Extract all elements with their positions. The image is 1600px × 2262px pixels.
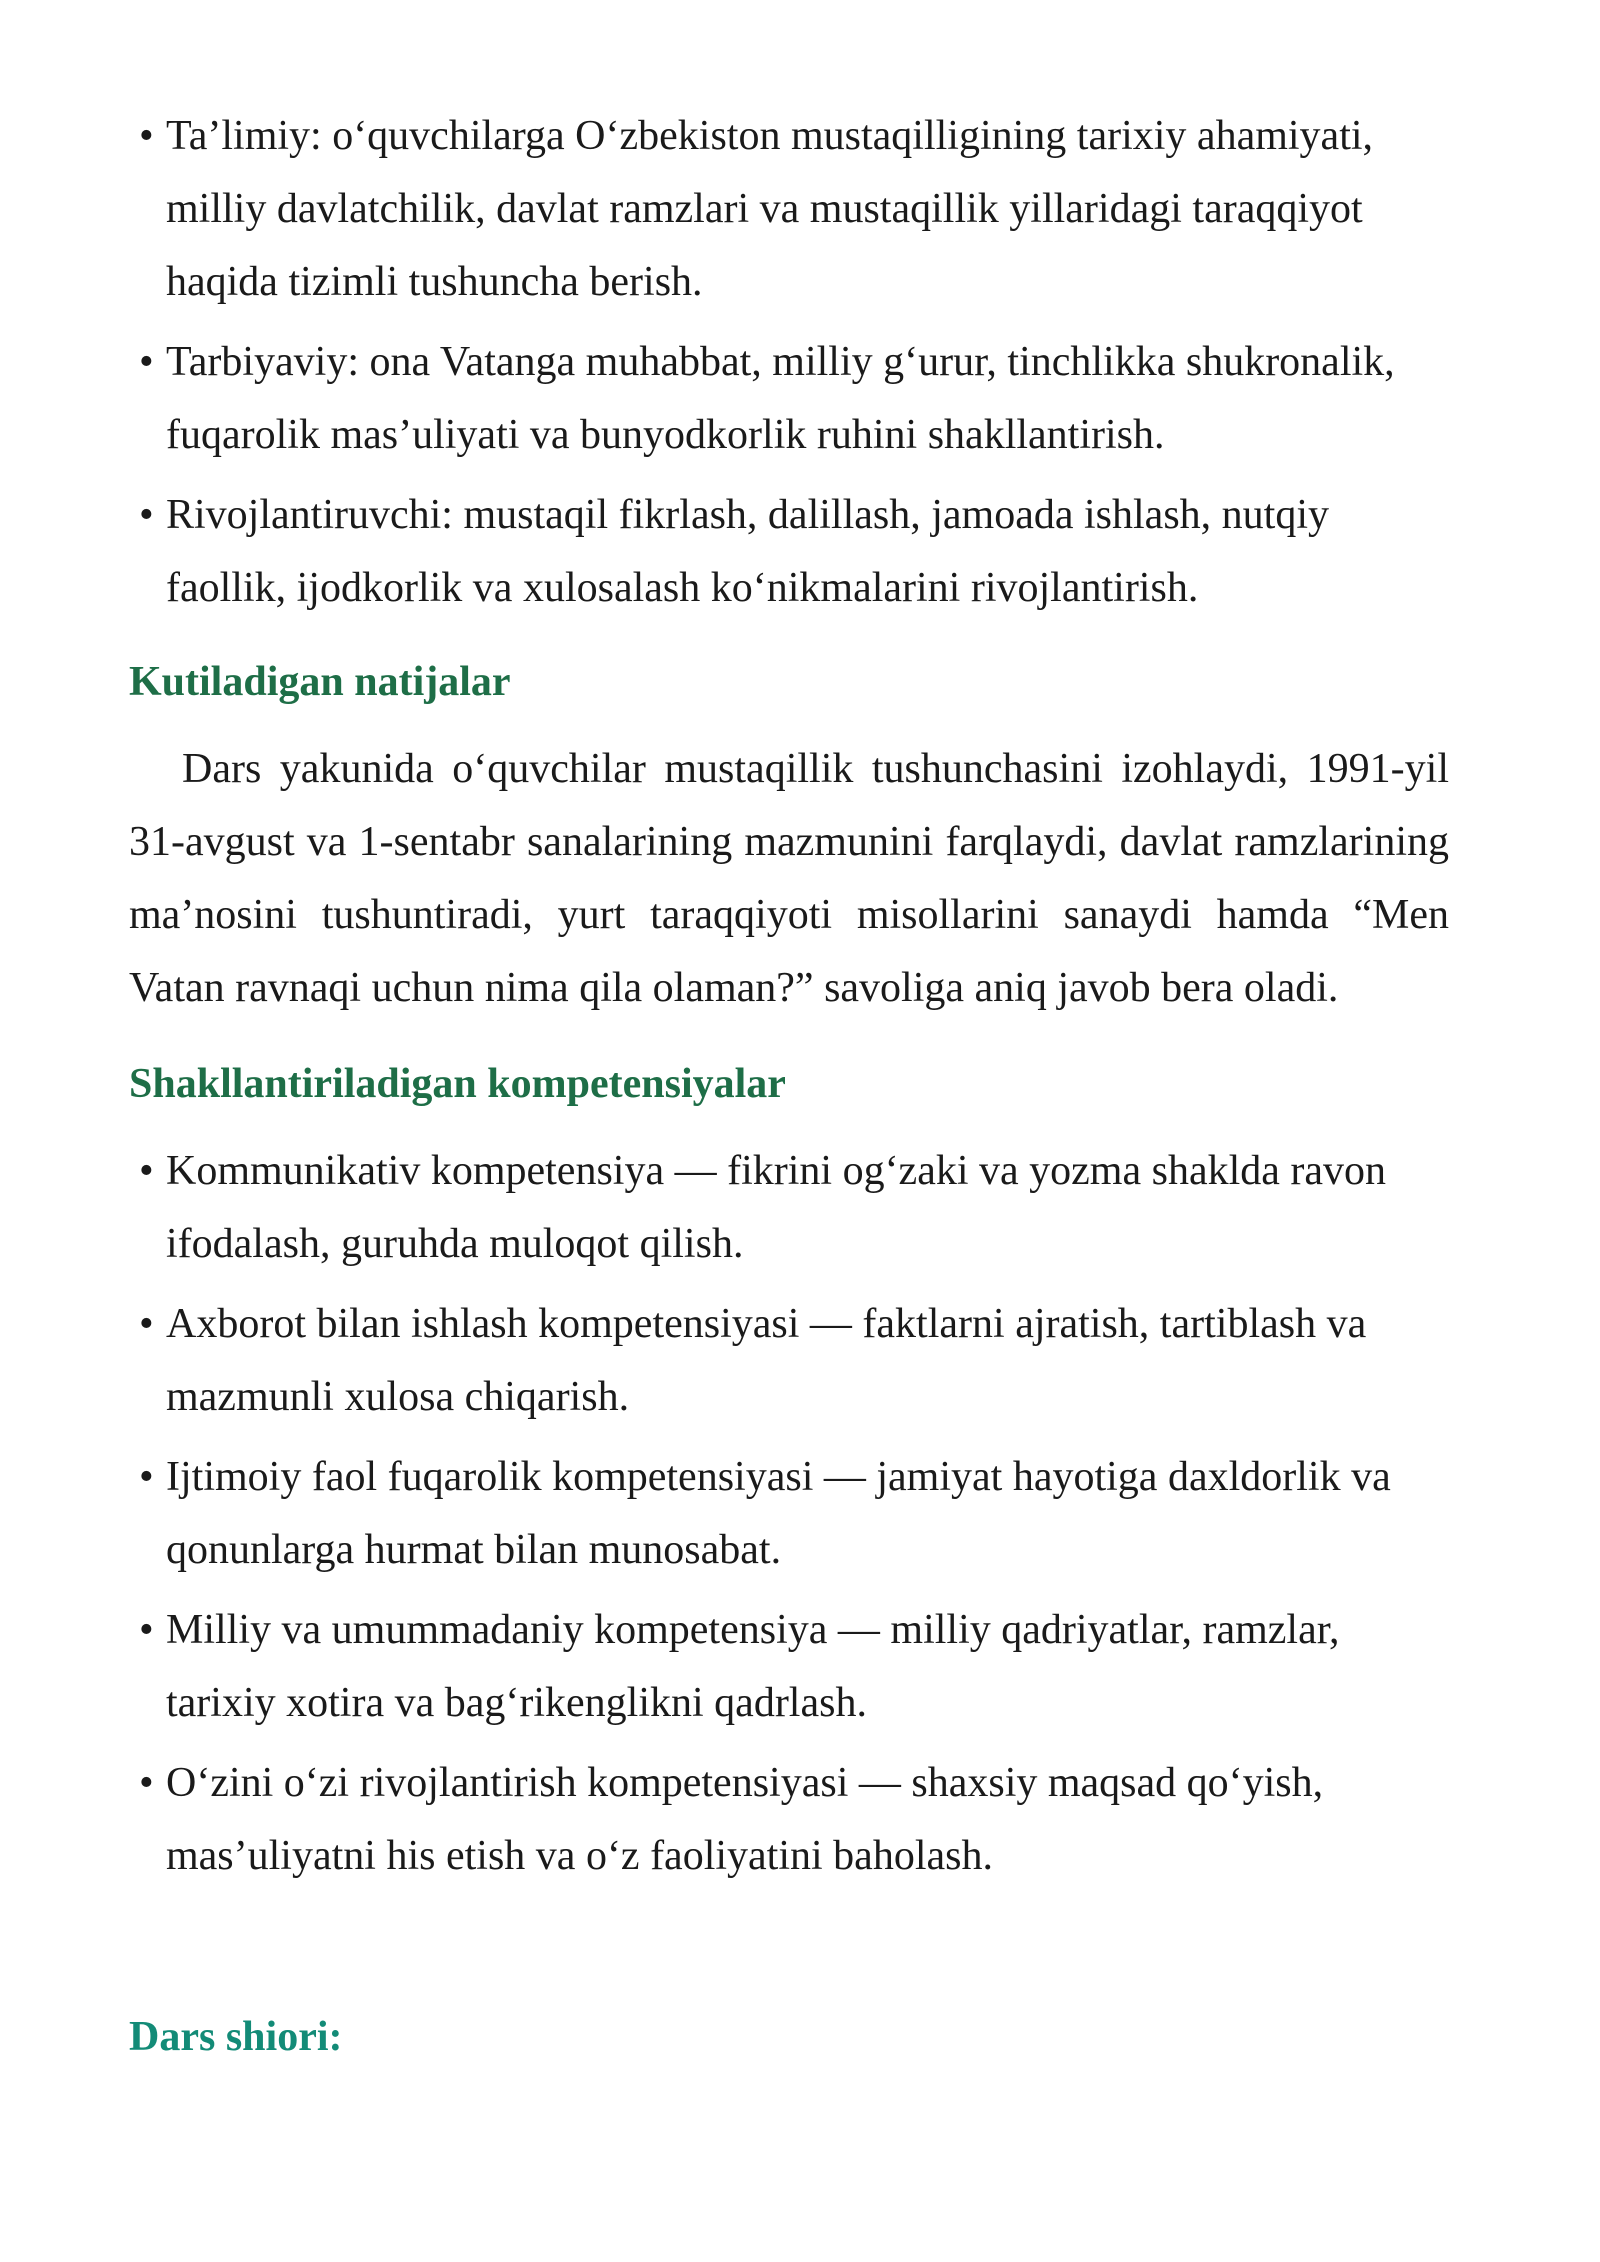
results-paragraph: Dars yakunida o‘quvchilar mustaqillik tushunchasini izohlaydi, 1991-yil 31-avgust va 1-sentabr sanalarining mazmunini farqlaydi, davlat ramzlarining ma’nosini tushuntiradi, yurt taraqqiyoti misollarini sanaydi hamda “Men Vatan ravnaqi uchun nima qila olaman?” savoliga aniq javob bera oladi. (129, 746, 1449, 1011)
motto-heading: Dars shiori: (129, 2014, 343, 2060)
objectives-list (129, 100, 1449, 625)
bullet-icon: • (139, 1760, 154, 1806)
bullet-icon: • (139, 1454, 154, 1500)
bullet-icon: • (139, 492, 154, 538)
competency-item (129, 1747, 1449, 1893)
competency-item (129, 1594, 1449, 1740)
objective-item (129, 326, 1449, 472)
competency-item (129, 1135, 1449, 1281)
competency-item (129, 1288, 1449, 1434)
objective-text: Ta’limiy: o‘quvchilarga O‘zbekiston mustaqilligining tarixiy ahamiyati, milliy davlatchilik, davlat ramzlari va mustaqillik yillaridagi taraqqiyot haqida tizimli tushuncha berish. (166, 113, 1374, 305)
objective-text: Tarbiyaviy: ona Vatanga muhabbat, milliy g‘urur, tinchlikka shukronalik, fuqarolik mas’uliyati va bunyodkorlik ruhini shakllantirish. (166, 339, 1395, 458)
bullet-icon: • (139, 339, 154, 385)
objective-item (129, 479, 1449, 625)
competency-text: Ijtimoiy faol fuqarolik kompetensiyasi — jamiyat hayotiga daxldorlik va qonunlarga hurmat bilan munosabat. (166, 1454, 1391, 1573)
bullet-icon: • (139, 1301, 154, 1347)
objective-text: Rivojlantiruvchi: mustaqil fikrlash, dalillash, jamoada ishlash, nutqiy faollik, ijodkorlik va xulosalash ko‘nikmalarini rivojlantirish. (166, 492, 1329, 611)
bullet-icon: • (139, 1607, 154, 1653)
competency-item (129, 1441, 1449, 1587)
competency-text: O‘zini o‘zi rivojlantirish kompetensiyasi — shaxsiy maqsad qo‘yish, mas’uliyatni his etish va o‘z faoliyatini baholash. (166, 1760, 1324, 1879)
competency-text: Axborot bilan ishlash kompetensiyasi — faktlarni ajratish, tartiblash va mazmunli xulosa chiqarish. (166, 1301, 1367, 1420)
competency-text: Milliy va umummadaniy kompetensiya — milliy qadriyatlar, ramzlar, tarixiy xotira va bag‘rikenglikni qadrlash. (166, 1607, 1340, 1726)
objective-item (129, 100, 1449, 319)
bullet-icon: • (139, 113, 154, 159)
results-heading: Kutiladigan natijalar (129, 659, 511, 705)
bullet-icon: • (139, 1148, 154, 1194)
competency-text: Kommunikativ kompetensiya — fikrini og‘zaki va yozma shaklda ravon ifodalash, guruhda muloqot qilish. (166, 1148, 1387, 1267)
competencies-list (129, 1135, 1449, 1893)
competencies-heading: Shakllantiriladigan kompetensiyalar (129, 1061, 786, 1107)
